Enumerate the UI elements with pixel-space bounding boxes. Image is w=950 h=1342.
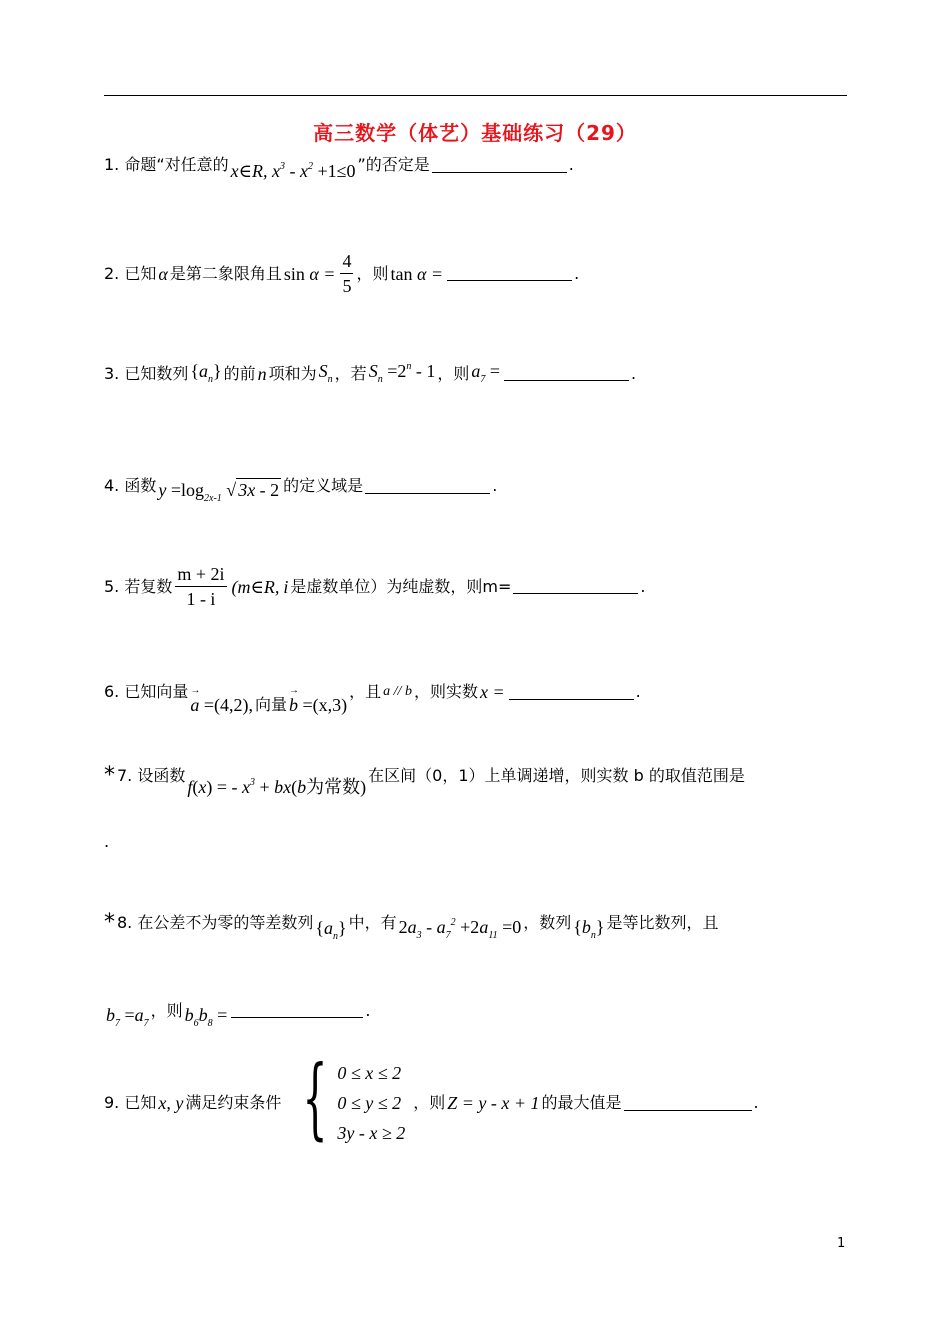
q9-z: Z = y - x + 1	[447, 1093, 540, 1113]
q8-seq-a: $\{a_n\}$	[315, 918, 347, 942]
q2-post: ，则	[356, 263, 389, 283]
q3-mid2: 项和为	[268, 363, 317, 383]
q6-answer-blank[interactable]	[509, 685, 634, 700]
q3-eq: $S_n =2^n - 1$	[368, 361, 436, 385]
q5-mid: 是虚数单位）为纯虚数，则	[290, 576, 483, 596]
q5-end: .	[640, 576, 646, 596]
question-1	[104, 150, 574, 180]
q2-denominator: 5	[342, 276, 352, 296]
q4-pre: 4. 函数	[104, 476, 157, 495]
q6-vec-b: → b =(x,3)	[289, 696, 347, 714]
q4-post: 的定义域是	[283, 476, 364, 495]
q2-fraction	[340, 252, 353, 295]
q5-paren: (m∈R,	[231, 576, 280, 597]
page-number: 1	[837, 1236, 846, 1251]
q2-tan: tan α =	[390, 263, 444, 284]
q8-pre: 8. 在公差不为零的等差数列	[117, 912, 314, 932]
page-title: 高三数学（体艺）基础练习（29）	[313, 121, 637, 145]
q9-post1: ，则	[413, 1093, 446, 1112]
q2-alpha: α	[158, 263, 168, 284]
q5-numerator: m + 2i	[175, 565, 226, 587]
q1-post: ”的否定是	[357, 155, 430, 174]
q2-end: .	[574, 263, 580, 283]
q6-post2: ，则实数	[413, 682, 478, 701]
q9-constraint-2: 0 ≤ y ≤ 2	[337, 1093, 402, 1113]
q5-fraction	[175, 565, 226, 608]
q9-brace: {	[302, 1046, 328, 1149]
q9-answer-blank[interactable]	[624, 1096, 752, 1111]
q9-mid: 满足约束条件	[185, 1093, 282, 1112]
q2-numerator: 4	[340, 252, 353, 274]
q6-mid: 向量	[255, 695, 288, 714]
q7-func: f(x) = - $x^3 + bx(b$为常数)	[187, 777, 367, 797]
q9-constraint-3: 3y - x ≥ 2	[337, 1123, 406, 1143]
q3-end: .	[631, 363, 637, 383]
q5-answer-blank[interactable]	[513, 579, 638, 594]
q2-sin: sin α =	[283, 263, 336, 284]
q9-vars: x, y	[158, 1093, 184, 1113]
q3-mid3: ，若	[334, 363, 367, 383]
q5-m: m=	[482, 576, 512, 596]
q3-pre: 3. 已知数列	[104, 363, 189, 383]
q8-star: *	[104, 909, 115, 935]
q1-math: x∈R, $x^3 - x^2 +1\le 0$	[230, 161, 356, 181]
q1-answer-blank[interactable]	[432, 158, 567, 173]
q6-post1: ，且	[349, 682, 382, 701]
q5-denominator: 1 - i	[186, 589, 216, 609]
q9-constraint-system	[287, 1046, 407, 1149]
q9-pre: 9. 已知	[104, 1093, 157, 1112]
q3-n: n	[257, 363, 267, 384]
q4-answer-blank[interactable]	[365, 479, 490, 494]
question-8-line2	[104, 992, 370, 1029]
q8-eq: $2a_3 - a_7^2 +2a_{11} =0$	[398, 917, 522, 941]
q6-end: .	[635, 682, 641, 701]
q7-star: *	[104, 763, 115, 788]
q6-x: x =	[479, 682, 505, 702]
q3-a7: $a_7$ =	[471, 361, 501, 385]
q1-pre: 1. 命题“对任意的	[104, 155, 229, 174]
q8-end: .	[365, 1000, 371, 1020]
q8-prod: $b_6b_8$ =	[184, 1005, 228, 1029]
q8-line2-eq: $b_7 =a_7$	[106, 1005, 149, 1029]
q3-mid4: ，则	[437, 363, 470, 383]
q6-pre: 6. 已知向量	[104, 682, 189, 701]
q8-mid1: 中，有	[348, 912, 397, 932]
q3-Sn: $S_n$	[318, 361, 333, 385]
q4-end: .	[492, 476, 498, 495]
q2-pre: 2. 已知	[104, 263, 157, 283]
q6-vec-a: → a =(4,2),	[190, 696, 253, 714]
question-4	[104, 468, 497, 504]
q3-seq: $\{a_n\}$	[190, 361, 222, 385]
q9-post2: 的最大值是	[541, 1093, 622, 1112]
question-6	[104, 670, 641, 714]
question-9	[104, 1046, 759, 1149]
q3-mid1: 的前	[223, 363, 256, 383]
q7-post: 在区间（0，1）上单调递增，则实数 b 的取值范围是	[368, 766, 745, 785]
question-5	[104, 565, 645, 608]
q8-post: 是等比数列，且	[606, 912, 719, 932]
q1-end: .	[568, 155, 574, 174]
q3-answer-blank[interactable]	[504, 366, 629, 381]
question-8	[104, 903, 719, 942]
q4-func: $y =\log_{2x-1}$ √ 3x - 2	[158, 480, 280, 504]
question-2	[104, 252, 579, 295]
question-3	[104, 362, 636, 385]
q8-seq-b: $\{b_n\}$	[573, 917, 605, 941]
q8-mid2: ，数列	[523, 912, 572, 932]
q9-end: .	[753, 1093, 759, 1112]
q8-line2-mid: ，则	[150, 1000, 183, 1020]
q5-pre: 5. 若复数	[104, 576, 173, 596]
q9-constraint-1: 0 ≤ x ≤ 2	[337, 1063, 402, 1083]
question-7	[104, 756, 745, 796]
q2-answer-blank[interactable]	[447, 266, 572, 281]
q8-answer-blank[interactable]	[231, 1003, 363, 1018]
q7-dot: .	[104, 832, 110, 851]
q7-pre: 7. 设函数	[117, 766, 186, 785]
q5-i: i	[283, 576, 289, 597]
q6-parallel: a // b	[383, 684, 412, 699]
header-rule	[104, 95, 847, 96]
q2-mid: 是第二象限角且	[169, 263, 282, 283]
